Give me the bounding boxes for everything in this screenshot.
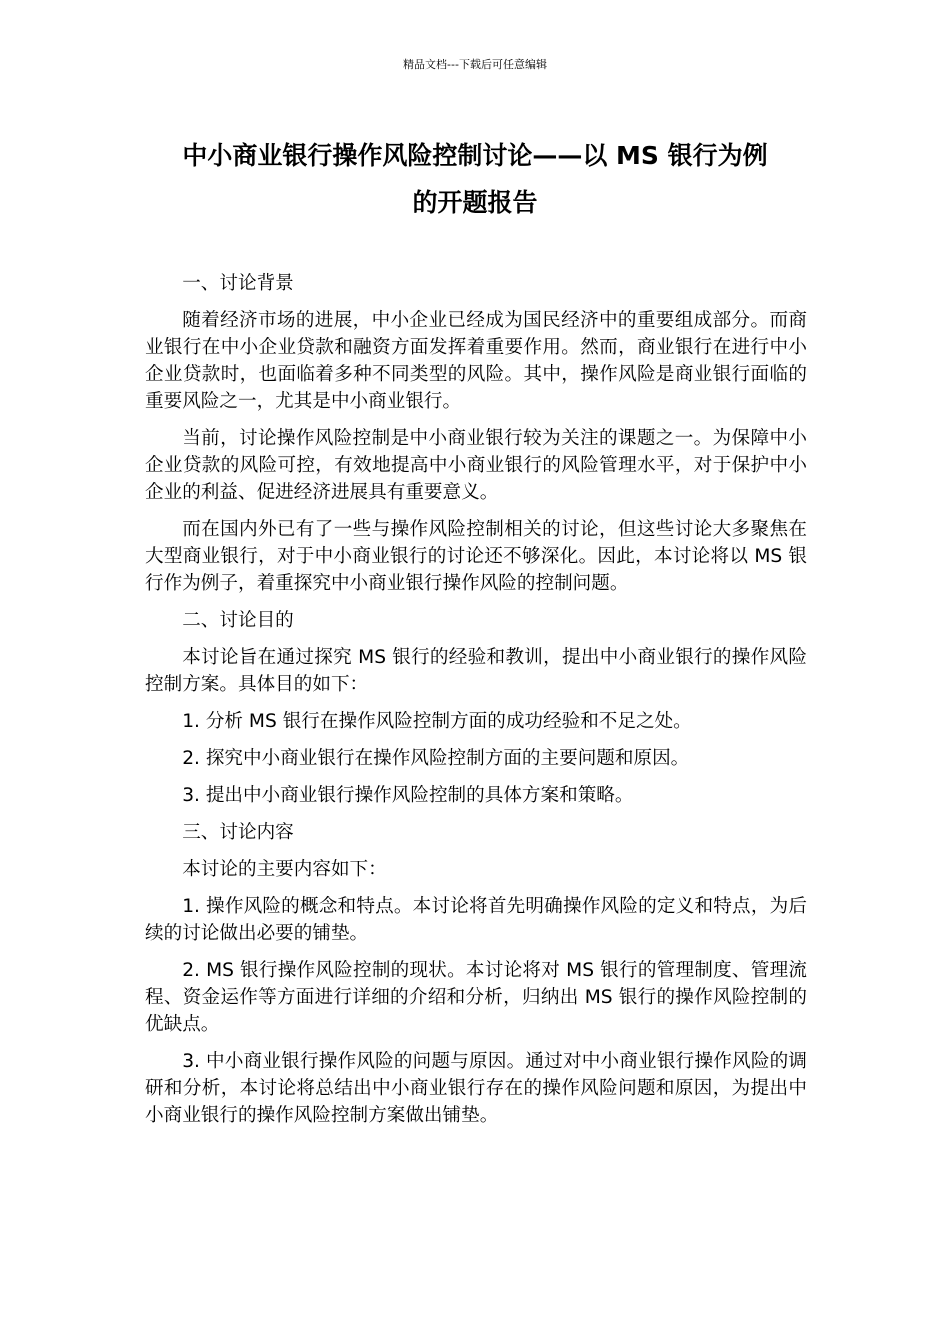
section-heading-content: 三、讨论内容	[182, 822, 294, 843]
list-item: 1. 分析 MS 银行在操作风险控制方面的成功经验和不足之处。	[182, 711, 692, 732]
list-item: 3. 中小商业银行操作风险的问题与原因。通过对中小商业银行操作风险的调研和分析，本讨论将总结出中小商业银行存在的操作风险问题和原因，为提出中小商业银行的操作风险控制方案做出铺垫。	[145, 1051, 807, 1126]
list-item: 2. MS 银行操作风险控制的现状。本讨论将对 MS 银行的管理制度、管理流程、资金运作等方面进行详细的介绍和分析，归纳出 MS 银行的操作风险控制的优缺点。	[145, 960, 807, 1035]
document-body	[145, 270, 807, 1139]
section-heading-purpose: 二、讨论目的	[182, 610, 294, 631]
title-line-1: 中小商业银行操作风险控制讨论——以 MS 银行为例	[182, 141, 768, 170]
paragraph: 本讨论的主要内容如下：	[182, 859, 387, 880]
title-line-2: 的开题报告	[412, 188, 538, 217]
paragraph: 而在国内外已有了一些与操作风险控制相关的讨论，但这些讨论大多聚焦在大型商业银行，对于中小商业银行的讨论还不够深化。因此，本讨论将以 MS 银行作为例子，着重探究中小商业银行操作风险的控制问题。	[145, 519, 807, 594]
list-item: 2. 探究中小商业银行在操作风险控制方面的主要问题和原因。	[182, 748, 690, 769]
paragraph: 当前，讨论操作风险控制是中小商业银行较为关注的课题之一。为保障中小企业贷款的风险可控，有效地提高中小商业银行的风险管理水平，对于保护中小企业的利益、促进经济进展具有重要意义。	[145, 428, 807, 503]
page-header: 精品文档---下载后可任意编辑	[403, 58, 547, 71]
section-heading-background: 一、讨论背景	[182, 273, 294, 294]
document-title	[145, 132, 805, 226]
paragraph: 随着经济市场的进展，中小企业已经成为国民经济中的重要组成部分。而商业银行在中小企业贷款和融资方面发挥着重要作用。然而，商业银行在进行中小企业贷款时，也面临着多种不同类型的风险。其中，操作风险是商业银行面临的重要风险之一，尤其是中小商业银行。	[145, 310, 807, 412]
list-item: 3. 提出中小商业银行操作风险控制的具体方案和策略。	[182, 785, 634, 806]
list-item: 1. 操作风险的概念和特点。本讨论将首先明确操作风险的定义和特点，为后续的讨论做出必要的铺垫。	[145, 896, 807, 944]
paragraph: 本讨论旨在通过探究 MS 银行的经验和教训，提出中小商业银行的操作风险控制方案。具体目的如下：	[145, 647, 807, 695]
